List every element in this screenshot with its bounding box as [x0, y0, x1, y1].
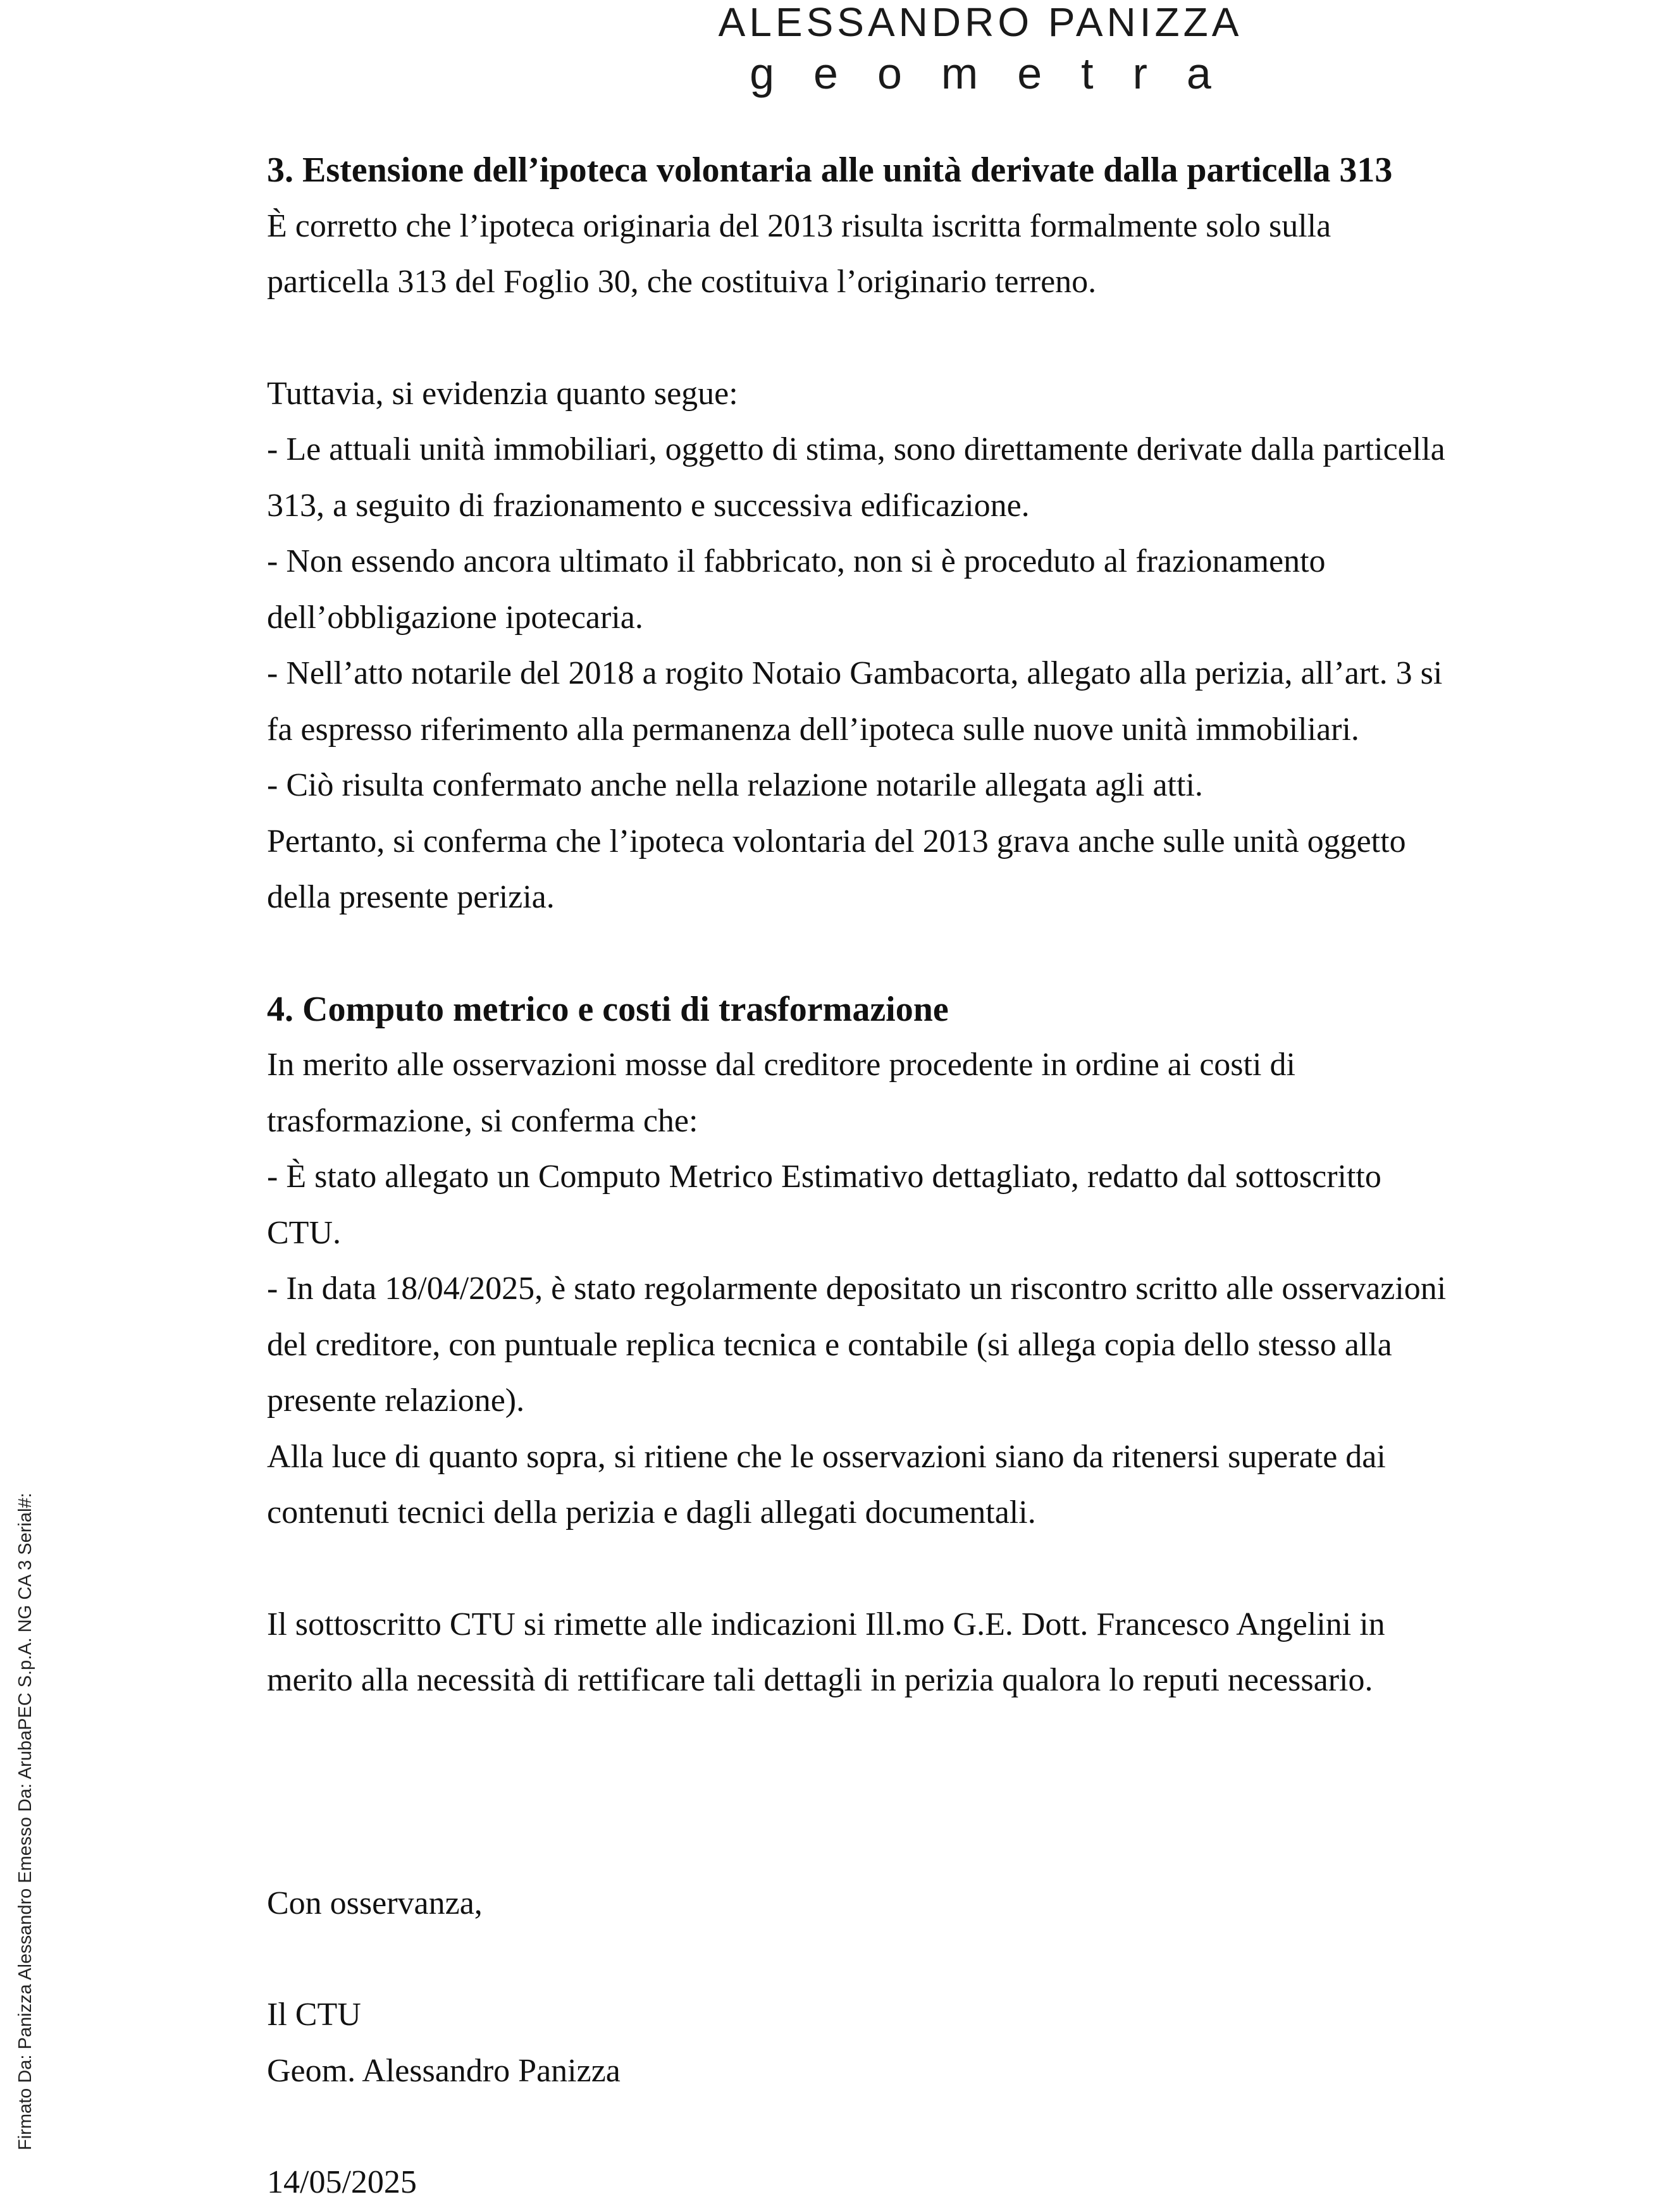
paragraph-line: In merito alle osservazioni mosse dal creditore procedente in ordine ai costi di — [267, 1047, 1295, 1083]
digital-signature-note: Firmato Da: Panizza Alessandro Emesso Da: ArubaPEC S.p.A. NG CA 3 Serial#: — [15, 1493, 35, 2150]
letterhead-name: ALESSANDRO PANIZZA — [718, 0, 1243, 45]
paragraph-gap — [267, 1931, 1680, 1987]
paragraph-line: merito alla necessità di rettificare tali dettagli in perizia qualora lo reputi necessario. — [267, 1662, 1373, 1698]
paragraph-gap — [267, 1820, 1680, 1876]
paragraph-line: presente relazione). — [267, 1383, 525, 1419]
list-item: - Non essendo ancora ultimato il fabbricato, non si è proceduto al frazionamento — [267, 543, 1326, 579]
list-item: - In data 18/04/2025, è stato regolarmente depositato un riscontro scritto alle osservazioni — [267, 1271, 1447, 1307]
paragraph-line: 313, a seguito di frazionamento e successiva edificazione. — [267, 487, 1030, 524]
paragraph-gap — [267, 2099, 1680, 2155]
document-body — [267, 142, 1680, 2211]
paragraph-line: Tuttavia, si evidenzia quanto segue: — [267, 375, 738, 412]
section-4-heading: 4. Computo metrico e costi di trasformazione — [267, 989, 949, 1029]
section-3-heading: 3. Estensione dell’ipoteca volontaria alle unità derivate dalla particella 313 — [267, 151, 1393, 190]
letterhead — [702, 0, 1259, 100]
signature-date: 14/05/2025 — [267, 2164, 417, 2200]
paragraph-line: contenuti tecnici della perizia e dagli allegati documentali. — [267, 1494, 1036, 1530]
paragraph-gap — [267, 1541, 1680, 1597]
paragraph-line: Il sottoscritto CTU si rimette alle indicazioni Ill.mo G.E. Dott. Francesco Angelini in — [267, 1606, 1385, 1642]
paragraph-line: È corretto che l’ipoteca originaria del 2013 risulta iscritta formalmente solo sulla — [267, 207, 1331, 244]
letterhead-profession: geometra — [750, 49, 1251, 98]
list-item: - Nell’atto notarile del 2018 a rogito Notaio Gambacorta, allegato alla perizia, all’art. 3 si — [267, 655, 1443, 691]
list-item: - Ciò risulta confermato anche nella relazione notarile allegata agli atti. — [267, 767, 1203, 803]
list-item: - È stato allegato un Computo Metrico Estimativo dettagliato, redatto dal sottoscritto — [267, 1159, 1381, 1195]
paragraph-line: della presente perizia. — [267, 879, 555, 915]
paragraph-gap — [267, 311, 1680, 366]
list-item: - Le attuali unità immobiliari, oggetto di stima, sono direttamente derivate dalla particella — [267, 431, 1445, 467]
signature-salutation: Con osservanza, — [267, 1885, 483, 1921]
paragraph-line: trasformazione, si conferma che: — [267, 1102, 698, 1139]
paragraph-line: dell’obbligazione ipotecaria. — [267, 599, 643, 636]
paragraph-gap — [267, 926, 1680, 982]
signature-name: Geom. Alessandro Panizza — [267, 2052, 621, 2089]
paragraph-line: CTU. — [267, 1214, 341, 1251]
paragraph-line: Pertanto, si conferma che l’ipoteca volontaria del 2013 grava anche sulle unità oggetto — [267, 823, 1406, 859]
paragraph-line: fa espresso riferimento alla permanenza dell’ipoteca sulle nuove unità immobiliari. — [267, 711, 1359, 748]
paragraph-line: Alla luce di quanto sopra, si ritiene che le osservazioni siano da ritenersi superate dai — [267, 1438, 1386, 1475]
paragraph-line: del creditore, con puntuale replica tecnica e contabile (si allega copia dello stesso alla — [267, 1326, 1392, 1363]
paragraph-gap — [267, 1709, 1680, 1820]
paragraph-line: particella 313 del Foglio 30, che costituiva l’originario terreno. — [267, 264, 1097, 300]
signature-role: Il CTU — [267, 1997, 361, 2033]
